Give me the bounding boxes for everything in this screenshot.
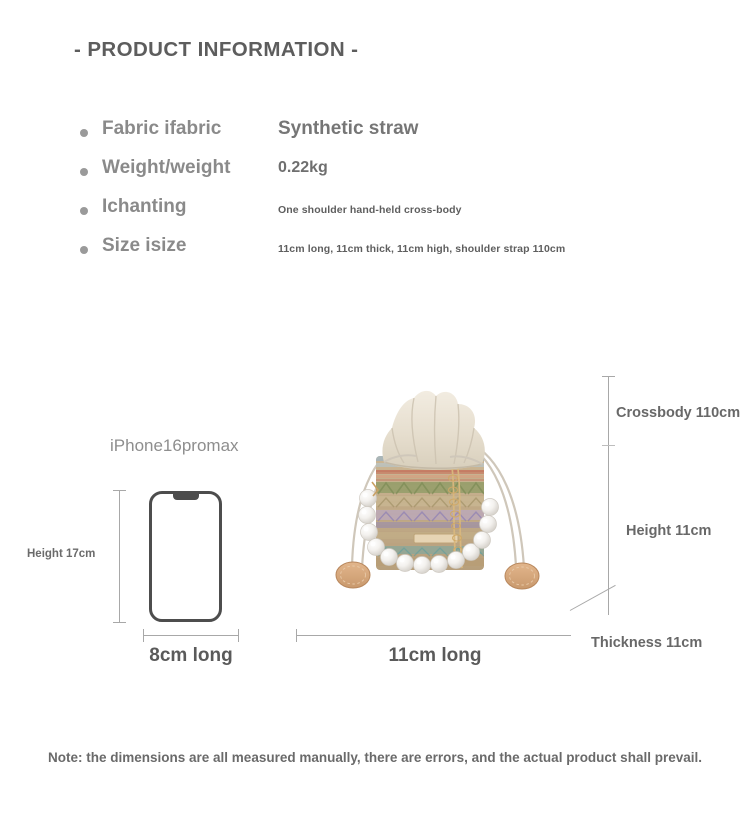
phone-caption: iPhone16promax [110, 436, 239, 455]
phone-illustration [149, 491, 222, 622]
spec-value: One shoulder hand-held cross-body [278, 204, 462, 216]
bag-width-label: 11cm long [388, 645, 482, 666]
bullet-icon [80, 168, 88, 176]
bullet-icon [80, 246, 88, 254]
phone-height-cap-bottom [113, 622, 126, 623]
phone-width-line [143, 635, 239, 636]
bag-width-line [296, 635, 571, 636]
spec-row-weight [80, 157, 680, 196]
spec-label: Fabric ifabric [102, 118, 222, 139]
spec-label: Ichanting [102, 196, 187, 217]
phone-height-label: Height 17cm [27, 548, 96, 560]
bag-height-label: Height 11cm [626, 523, 712, 539]
phone-height-cap-top [113, 490, 126, 491]
bag-vertical-tick [602, 445, 615, 446]
bag-crossbody-label: Crossbody 110cm [616, 405, 741, 421]
bag-vertical-measure-line [608, 376, 609, 615]
dimension-diagram [0, 360, 750, 690]
spec-value: 0.22kg [278, 159, 328, 176]
phone-width-cap-right [238, 629, 239, 642]
page-title: - PRODUCT INFORMATION - [74, 38, 359, 61]
bag-vertical-cap-top [602, 376, 615, 377]
product-spec-list [80, 118, 680, 274]
spec-value: Synthetic straw [278, 118, 419, 139]
phone-notch-icon [173, 493, 199, 500]
spec-label: Weight/weight [102, 157, 231, 178]
bag-width-cap-left [296, 629, 297, 642]
bullet-icon [80, 207, 88, 215]
spec-row-fabric [80, 118, 680, 157]
spec-row-style [80, 196, 680, 235]
spec-label: Size isize [102, 235, 187, 256]
measurement-note: Note: the dimensions are all measured manually, there are errors, and the actual product shall prevail. [48, 750, 702, 765]
phone-height-line [119, 490, 120, 623]
spec-value: 11cm long, 11cm thick, 11cm high, shoulder strap 110cm [278, 243, 566, 255]
phone-width-cap-left [143, 629, 144, 642]
phone-width-label: 8cm long [149, 645, 233, 666]
spec-row-size [80, 235, 680, 274]
bag-illustration [310, 370, 570, 620]
bag-thickness-label: Thickness 11cm [591, 635, 703, 651]
bullet-icon [80, 129, 88, 137]
